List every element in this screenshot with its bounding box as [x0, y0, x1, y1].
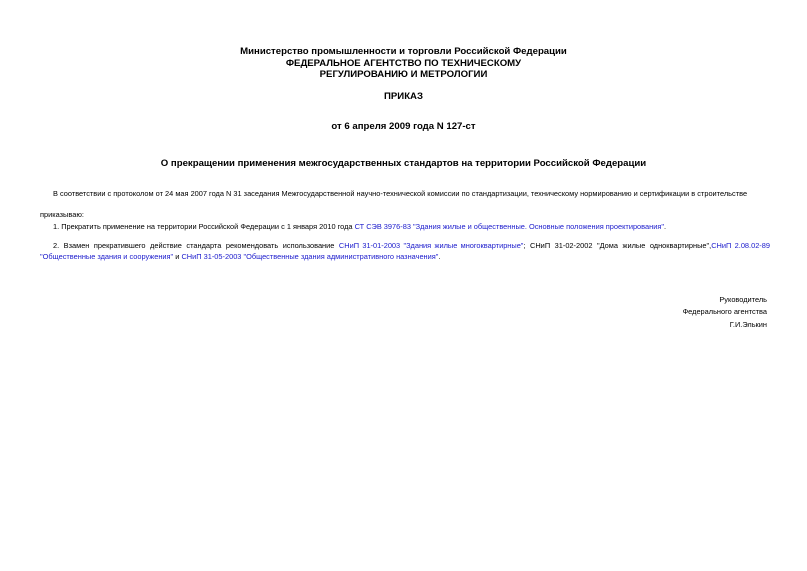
item1-standard-link[interactable]: СТ СЭВ 3976-83 "Здания жилые и общественные. Основные положения проектирования"	[354, 222, 664, 231]
item2-suffix: .	[438, 252, 441, 261]
orders-label: приказываю:	[40, 210, 84, 219]
item1-text: 1. Прекратить применение на территории Российской Федерации с 1 января 2010 года	[53, 222, 355, 231]
document-header	[0, 46, 807, 81]
item2-snip-31-05-link[interactable]: СНиП 31-05-2003 "Общественные здания административного назначения"	[181, 252, 439, 261]
document-title: О прекращении применения межгосударственных стандартов на территории Российской Федерации	[160, 158, 647, 169]
item2-text: 2. Взамен прекратившего действие стандарта рекомендовать использование	[53, 241, 339, 250]
signature-organization: Федерального агентства	[682, 307, 767, 317]
item2-mid-text-1: ; СНиП 31-02-2002 "Дома жилые одноквартирные",	[523, 241, 712, 250]
order-item-1	[53, 221, 773, 232]
ministry-name: Министерство промышленности и торговли Российской Федерации	[240, 46, 567, 57]
preamble-paragraph: В соответствии с протоколом от 24 мая 2007 года N 31 заседания Межгосударственной научно-технической комиссии по стандартизации, техническому нормированию и сертификации в строительстве	[53, 189, 748, 198]
signature-position: Руководитель	[719, 295, 767, 304]
signature-name: Г.И.Элькин	[729, 319, 767, 329]
order-item-2	[40, 240, 770, 262]
item2-mid-text-2: и	[173, 252, 182, 261]
item2-snip-31-01-link[interactable]: СНиП 31-01-2003 "Здания жилые многоквартирные"	[338, 241, 524, 250]
signature-block	[683, 294, 767, 331]
agency-name-line2: РЕГУЛИРОВАНИЮ И МЕТРОЛОГИИ	[319, 69, 488, 80]
order-date: от 6 апреля 2009 года N 127-ст	[331, 121, 476, 132]
item2-snip-2-08-02-link[interactable]: СНиП 2.08.02-89 "Общественные здания и сооружения"	[40, 241, 770, 261]
agency-name-line1: ФЕДЕРАЛЬНОЕ АГЕНТСТВО ПО ТЕХНИЧЕСКОМУ	[285, 57, 522, 69]
order-heading: ПРИКАЗ	[384, 91, 423, 102]
item1-suffix: .	[663, 222, 667, 231]
